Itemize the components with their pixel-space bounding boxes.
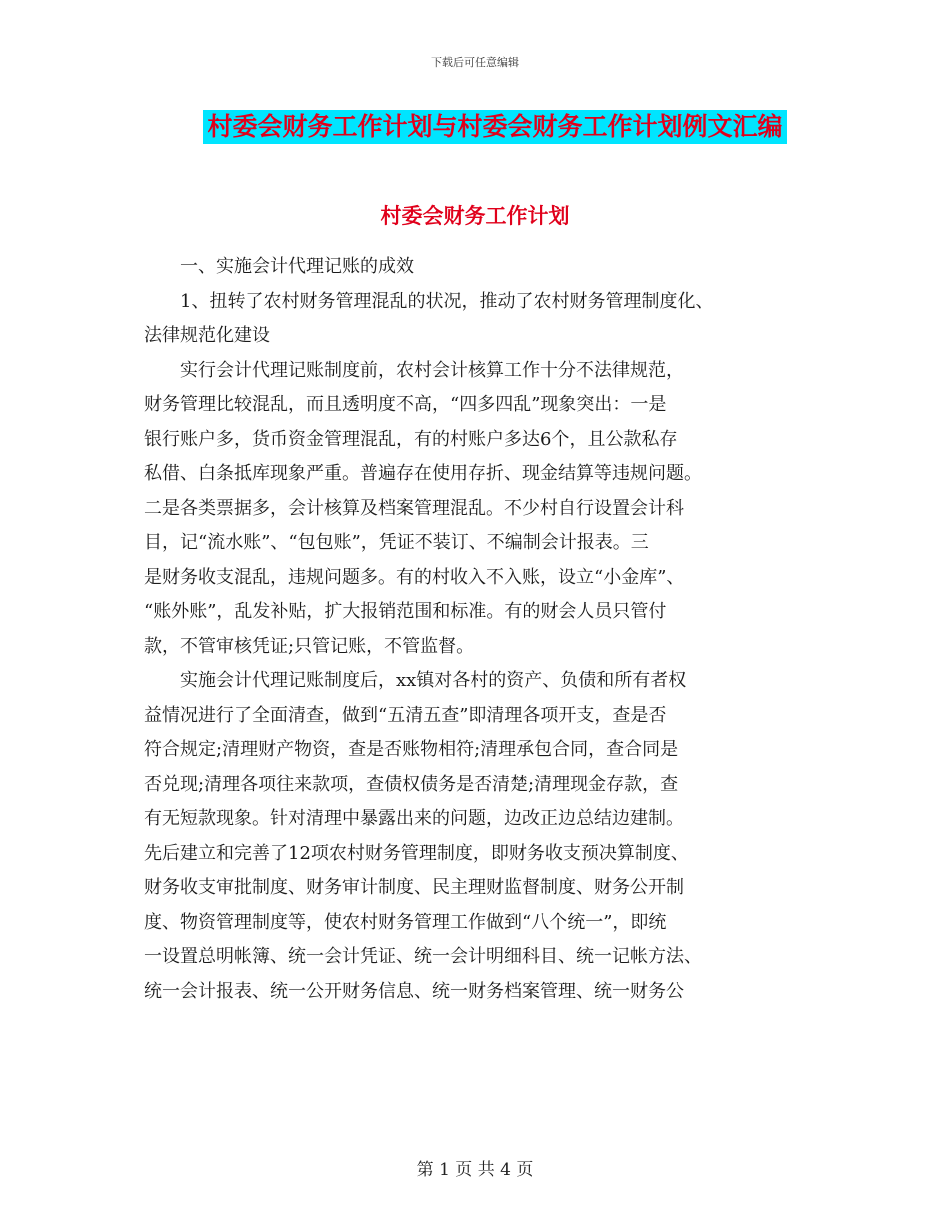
body-line: 有无短款现象。针对清理中暴露出来的问题，边改正边总结边建制。 [144,808,684,829]
body-line: 1、扭转了农村财务管理混乱的状况，推动了农村财务管理制度化、 [144,290,714,312]
body-line: 先后建立和完善了12项农村财务管理制度，即财务收支预决算制度、 [144,842,689,864]
main-title: 村委会财务工作计划与村委会财务工作计划例文汇编 [203,110,786,144]
header-note: 下载后可任意编辑 [431,56,519,69]
body-line: 财务收支审批制度、财务审计制度、民主理财监督制度、财务公开制 [144,877,684,898]
body-line: 目，记“流水账”、“包包账”，凭证不装订、不编制会计报表。三 [144,532,649,553]
page-footer: 第 1 页 共 4 页 [416,1160,534,1180]
body-line: 实施会计代理记账制度后，xx镇对各村的资产、负债和所有者权 [144,670,687,691]
body-line: 度、物资管理制度等，使农村财务管理工作做到“八个统一”，即统 [144,911,667,933]
body-line: 实行会计代理记账制度前，农村会计核算工作十分不法律规范， [144,359,684,381]
body-line: 一、实施会计代理记账的成效 [144,256,414,277]
body-line: 否兑现;清理各项往来款项，查债权债务是否清楚;清理现金存款，查 [144,773,679,795]
body-line: 私借、白条抵库现象严重。普遍存在使用存折、现金结算等违规问题。 [144,463,702,484]
body-line: “账外账”，乱发补贴，扩大报销范围和标准。有的财会人员只管付 [144,601,667,622]
main-title-container [0,110,950,144]
section-title: 村委会财务工作计划 [380,203,570,228]
body-line: 款，不管审核凭证;只管记账，不管监督。 [144,635,475,657]
body-line: 符合规定;清理财产物资，查是否账物相符;清理承包合同，查合同是 [144,739,679,760]
body-line: 二是各类票据多，会计核算及档案管理混乱。不少村自行设置会计科 [144,497,684,519]
body-line: 法律规范化建设 [144,325,270,346]
body-line: 是财务收支混乱，违规问题多。有的村收入不入账，设立“小金库”、 [144,566,685,588]
body-line: 统一会计报表、统一公开财务信息、统一财务档案管理、统一财务公 [144,980,684,1002]
body-line: 一设置总明帐簿、统一会计凭证、统一会计明细科目、统一记帐方法、 [144,946,702,967]
body-line: 财务管理比较混乱，而且透明度不高，“四多四乱”现象突出：一是 [144,394,667,415]
body-text [144,250,824,1009]
body-line: 银行账户多，货币资金管理混乱，有的村账户多达6个，且公款私存 [144,428,678,450]
body-line: 益情况进行了全面清查，做到“五清五查”即清理各项开支，查是否 [144,704,667,726]
